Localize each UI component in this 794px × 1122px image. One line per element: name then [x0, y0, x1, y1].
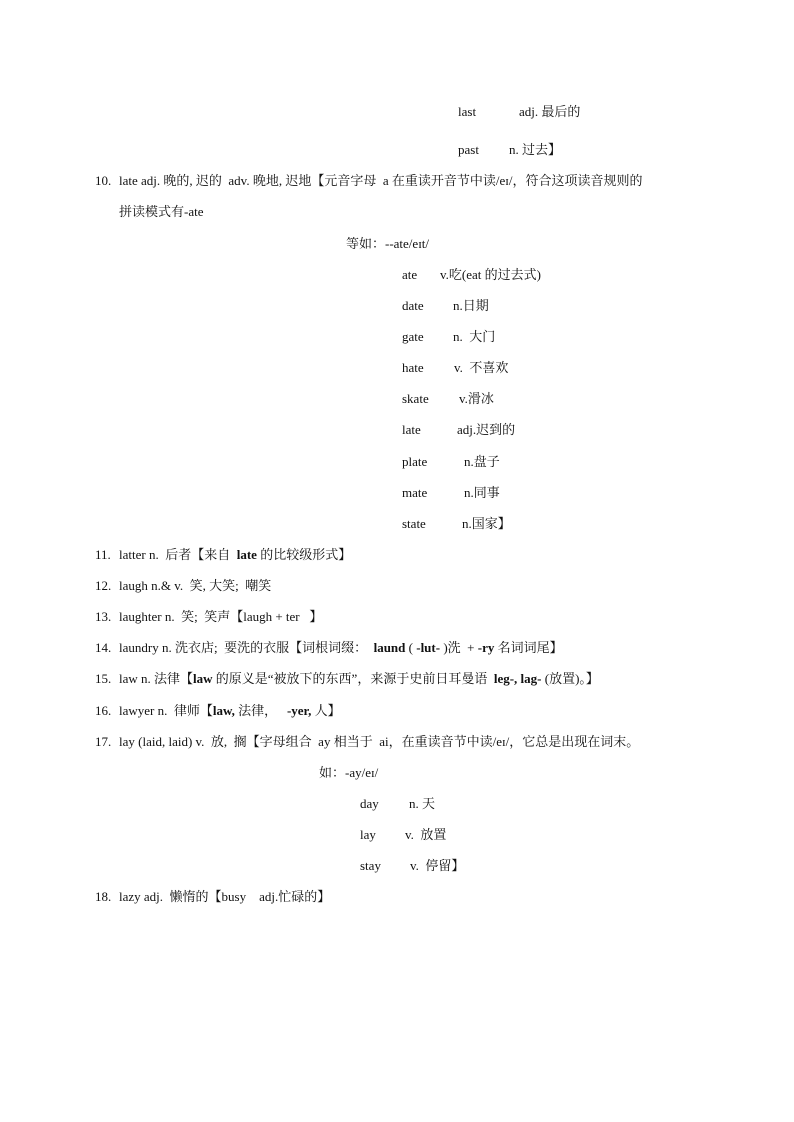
example-word: gate [402, 329, 424, 344]
example-def: n. 天 [409, 796, 436, 811]
entry-number-15: 15. [95, 671, 112, 686]
entry-number-13: 13. [95, 609, 112, 624]
pattern-intro-ate: 等如：--ate/eɪt/ [346, 236, 430, 251]
example-word: ate [402, 267, 418, 282]
entry-lazy: lazy adj. 懒惰的【busy adj.忙碌的】 [119, 889, 331, 904]
example-def: v.吃(eat 的过去式) [440, 267, 541, 282]
example-word: plate [402, 454, 428, 469]
example-word: day [360, 796, 379, 811]
example-def: v. 不喜欢 [454, 360, 509, 375]
def-last: adj. 最后的 [519, 104, 581, 119]
example-def: n. 大门 [453, 329, 496, 344]
entry-number-16: 16. [95, 703, 112, 718]
example-word: mate [402, 485, 428, 500]
example-def: v. 停留】 [410, 858, 465, 873]
entry-late-cont: 拼读模式有-ate [119, 204, 204, 219]
entry-number-17: 17. [95, 734, 112, 749]
example-def: n.盘子 [464, 454, 500, 469]
entry-laughter: laughter n. 笑; 笑声【laugh + ter 】 [119, 609, 323, 624]
example-word: skate [402, 391, 429, 406]
def-past: n. 过去】 [509, 142, 562, 157]
entry-laugh: laugh n.& v. 笑, 大笑; 嘲笑 [119, 578, 272, 593]
entry-number-14: 14. [95, 640, 112, 655]
entry-number-12: 12. [95, 578, 112, 593]
example-word: date [402, 298, 424, 313]
entry-late: late adj. 晚的, 迟的 adv. 晚地, 迟地【元音字母 a 在重读开音节中读/eɪ/，符合这项读音规则的 [119, 173, 643, 188]
entry-number-11: 11. [95, 547, 111, 562]
entry-law: law n. 法律【law 的原义是“被放下的东西”，来源于史前日耳曼语 leg-, lag- (放置)。】 [119, 671, 599, 686]
entry-number-18: 18. [95, 889, 112, 904]
example-word: lay [360, 827, 376, 842]
entry-lay: lay (laid, laid) v. 放, 搁【字母组合 ay 相当于 ai，在重读音节中读/eɪ/，它总是出现在词末。 [119, 734, 640, 749]
entry-laundry: laundry n. 洗衣店; 要洗的衣服【词根词缀： laund ( -lut- )洗 + -ry 名词词尾】 [119, 640, 563, 655]
example-word: hate [402, 360, 424, 375]
example-word: late [402, 422, 421, 437]
entry-number-10: 10. [95, 173, 112, 188]
example-def: n.国家】 [462, 516, 511, 531]
example-def: adj.迟到的 [457, 422, 516, 437]
pattern-intro-ay: 如：-ay/eɪ/ [319, 765, 379, 780]
example-word: stay [360, 858, 381, 873]
example-def: v. 放置 [405, 827, 447, 842]
entry-lawyer: lawyer n. 律师【law, 法律， -yer, 人】 [119, 703, 341, 718]
example-def: n.同事 [464, 485, 500, 500]
example-def: v.滑冰 [459, 391, 494, 406]
word-last: last [458, 104, 477, 119]
entry-latter: latter n. 后者【来自 late 的比较级形式】 [119, 547, 352, 562]
example-def: n.日期 [453, 298, 489, 313]
example-word: state [402, 516, 426, 531]
word-past: past [458, 142, 479, 157]
